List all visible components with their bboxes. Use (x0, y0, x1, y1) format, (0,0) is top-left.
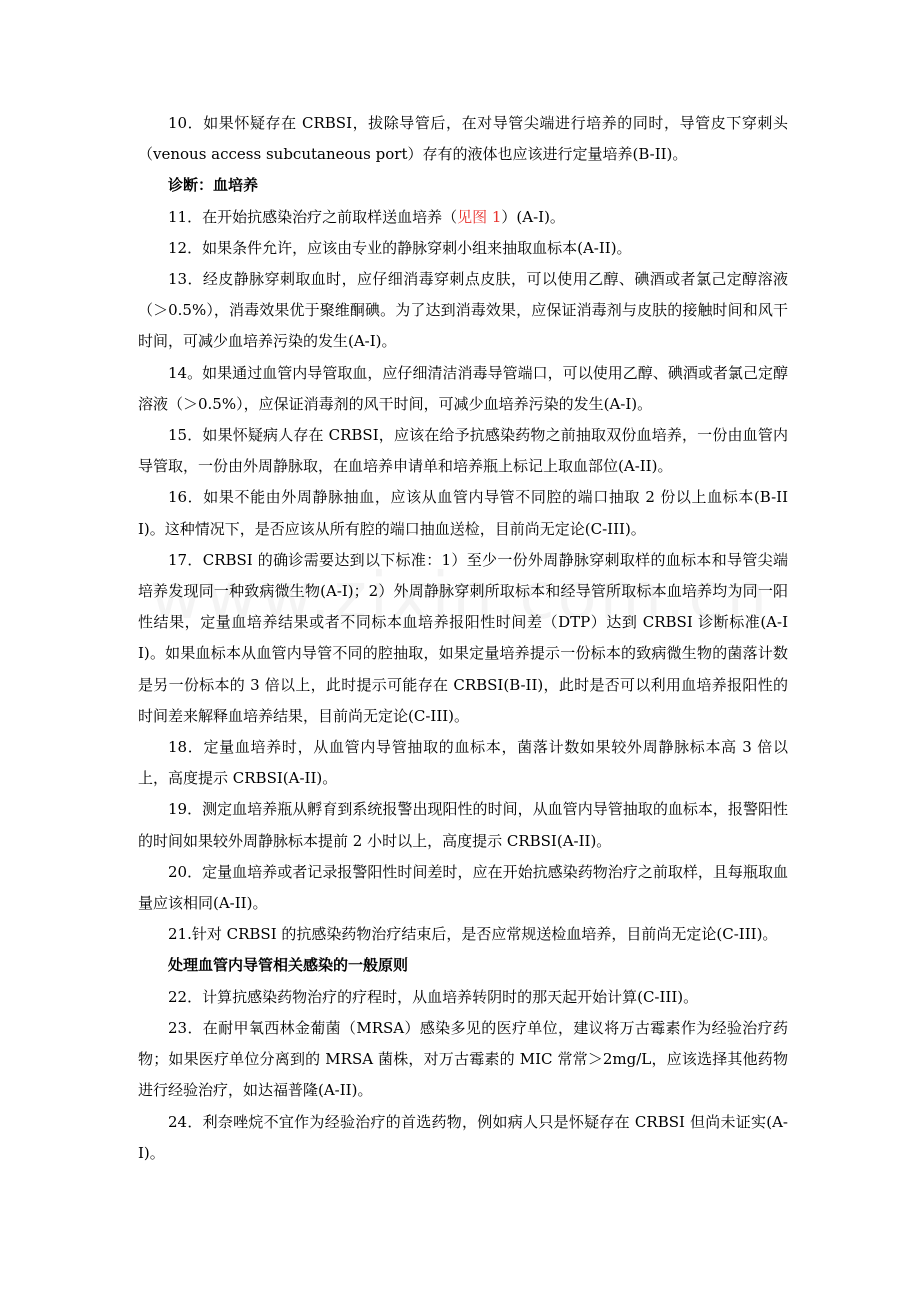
figure-1-reference-link[interactable]: 见图 1 (457, 207, 502, 226)
document-body (138, 108, 788, 1169)
section-heading-diagnosis: 诊断：血培养 (168, 176, 259, 195)
paragraph-17: 17．CRBSI 的确诊需要达到以下标准：1）至少一份外周静脉穿刺取样的血标本和导管尖端培养发现同一种致病微生物(A-I)；2）外周静脉穿刺所取标本和经导管所取标本血培养均为同一阳性结果，定量血培养结果或者不同标本血培养报阳性时间差（DTP）达到 CRBSI 诊断标准(A-II)。如果血标本从血管内导管不同的腔抽取，如果定量培养提示一份标本的致病微生物的菌落计数是另一份标本的 3 倍以上，此时提示可能存在 CRBSI(B-II)，此时是否可以利用血培养报阳性的时间差来解释血培养结果，目前尚无定论(C-III)。 (138, 550, 788, 725)
paragraph-22: 22．计算抗感染药物治疗的疗程时，从血培养转阴时的那天起开始计算(C-III)。 (168, 987, 699, 1006)
paragraph-23: 23．在耐甲氧西林金葡菌（MRSA）感染多见的医疗单位，建议将万古霉素作为经验治疗药物；如果医疗单位分离到的 MRSA 菌株，对万古霉素的 MIC 常常＞2mg/L，应该选择其他药物进行经验治疗，如达福普隆(A-II)。 (138, 1018, 788, 1100)
paragraph-15: 15．如果怀疑病人存在 CRBSI，应该在给予抗感染药物之前抽取双份血培养，一份由血管内导管取，一份由外周静脉取，在血培养申请单和培养瓶上标记上取血部位(A-II)。 (138, 426, 788, 476)
paragraph-18: 18．定量血培养时，从血管内导管抽取的血标本，菌落计数如果较外周静脉标本高 3 倍以上，高度提示 CRBSI(A-II)。 (138, 738, 788, 788)
paragraph-20: 20．定量血培养或者记录报警阳性时间差时，应在开始抗感染药物治疗之前取样，且每瓶取血量应该相同(A-II)。 (138, 862, 788, 913)
paragraph-21: 21.针对 CRBSI 的抗感染药物治疗结束后，是否应常规送检血培养，目前尚无定论(C-III)。 (168, 925, 778, 944)
paragraph-12: 12．如果条件允许，应该由专业的静脉穿刺小组来抽取血标本(A-II)。 (168, 238, 632, 257)
paragraph-13: 13．经皮静脉穿刺取血时，应仔细消毒穿刺点皮肤，可以使用乙醇、碘酒或者氯己定醇溶液（＞0.5%），消毒效果优于聚维酮碘。为了达到消毒效果，应保证消毒剂与皮肤的接触时间和风干时间，可减少血培养污染的发生(A-I)。 (138, 270, 788, 351)
paragraph-10: 10．如果怀疑存在 CRBSI，拔除导管后，在对导管尖端进行培养的同时，导管皮下穿刺头（venous access subcutaneous port）存有的液体也应该进行定量培养(B-II)。 (138, 114, 788, 164)
paragraph-19: 19．测定血培养瓶从孵育到系统报警出现阳性的时间，从血管内导管抽取的血标本，报警阳性的时间如果较外周静脉标本提前 2 小时以上，高度提示 CRBSI(A-II)。 (138, 800, 788, 850)
paragraph-11-text: 11．在开始抗感染治疗之前取样送血培养（ (168, 207, 458, 226)
paragraph-24: 24．利奈唑烷不宜作为经验治疗的首选药物，例如病人只是怀疑存在 CRBSI 但尚未证实(A-I)。 (138, 1112, 788, 1162)
section-heading-general-principles: 处理血管内导管相关感染的一般原则 (168, 956, 409, 975)
paragraph-16: 16．如果不能由外周静脉抽血，应该从血管内导管不同腔的端口抽取 2 份以上血标本(B-III)。这种情况下，是否应该从所有腔的端口抽血送检，目前尚无定论(C-III)。 (138, 488, 788, 538)
paragraph-11 (138, 202, 788, 233)
paragraph-11-text-end: ）(A-I)。 (501, 207, 565, 226)
paragraph-14: 14。如果通过血管内导管取血，应仔细清洁消毒导管端口，可以使用乙醇、碘酒或者氯己定醇溶液（＞0.5%），应保证消毒剂的风干时间，可减少血培养污染的发生(A-I)。 (138, 363, 788, 413)
